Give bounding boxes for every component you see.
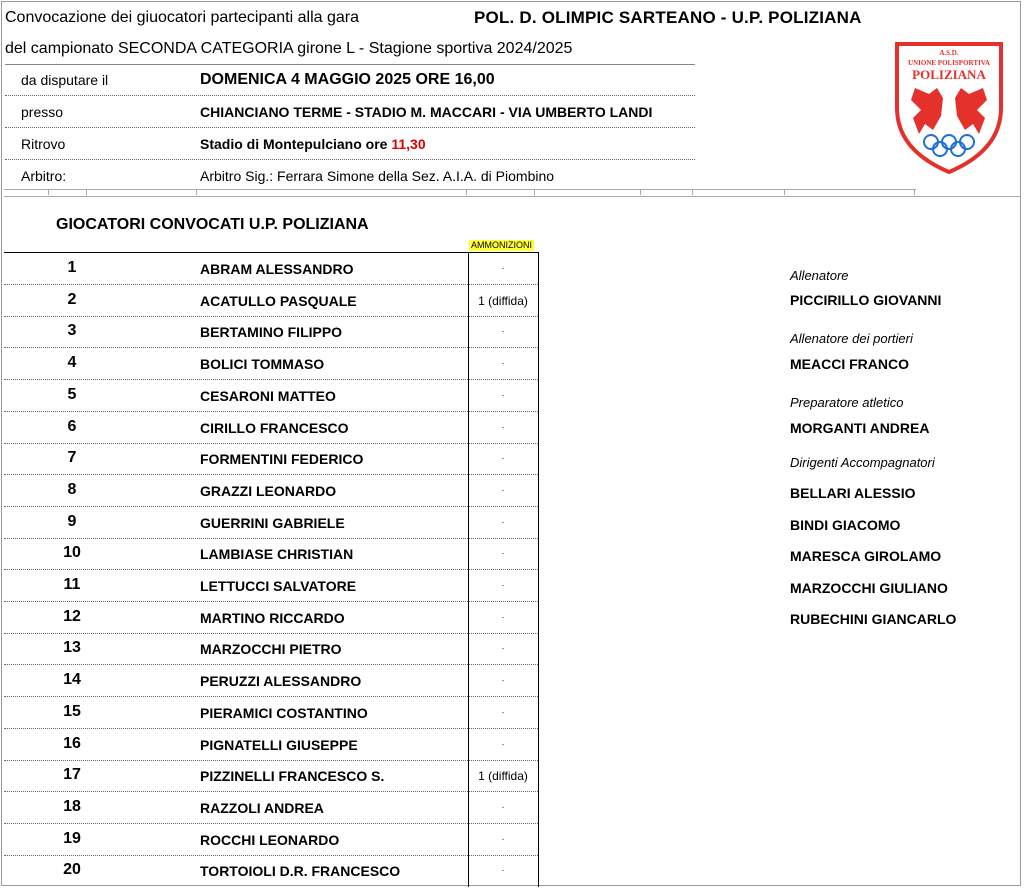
player-number: 8 (67, 480, 77, 498)
manager-name: MARESCA GIROLAMO (790, 548, 942, 564)
player-number: 1 (67, 259, 77, 276)
player-number: 10 (63, 544, 81, 562)
player-number: 17 (63, 766, 81, 784)
player-number: 2 (67, 290, 77, 308)
player-number: 16 (63, 734, 81, 752)
player-row (4, 348, 538, 380)
club-logo (893, 38, 1005, 174)
header-divider (5, 159, 695, 160)
player-name: CIRILLO FRANCESCO (200, 419, 349, 436)
player-row (4, 760, 538, 792)
player-name: BERTAMINO FILIPPO (200, 324, 343, 341)
player-ammonizioni: . (501, 578, 505, 588)
player-name: ACATULLO PASQUALE (200, 292, 357, 309)
player-ammonizioni: . (501, 831, 505, 842)
player-name: LAMBIASE CHRISTIAN (200, 546, 354, 563)
player-number: 15 (63, 702, 81, 720)
trainer-name: MORGANTI ANDREA (790, 420, 930, 436)
intro-line-1: Convocazione dei giuocatori partecipanti alla gara (5, 9, 359, 26)
player-ammonizioni: . (501, 324, 505, 335)
player-row (4, 285, 538, 317)
player-ammonizioni: . (501, 419, 505, 430)
player-number: 6 (67, 417, 77, 435)
logo-text-name: POLIZIANA (912, 67, 986, 82)
player-row (4, 729, 538, 761)
player-row (4, 602, 538, 634)
date-label: da disputare il (21, 72, 109, 88)
manager-name: BELLARI ALESSIO (790, 485, 916, 501)
meeting-value: Stadio di Montepulciano ore 11,30 (200, 136, 426, 152)
players-title: GIOCATORI CONVOCATI U.P. POLIZIANA (56, 216, 369, 233)
player-ammonizioni: . (501, 451, 505, 462)
player-name: PIZZINELLI FRANCESCO S. (200, 768, 385, 785)
shield-icon (893, 38, 1005, 174)
logo-text-asd: A.S.D. (939, 49, 959, 57)
player-row (4, 443, 538, 475)
player-row (4, 570, 538, 602)
player-row (4, 475, 538, 507)
grid-tick (640, 189, 641, 195)
player-name: PERUZZI ALESSANDRO (200, 673, 362, 690)
player-name: CESARONI MATTEO (200, 387, 336, 404)
player-ammonizioni: . (501, 546, 505, 557)
player-name: GRAZZI LEONARDO (200, 482, 337, 499)
trainer-label: Preparatore atletico (790, 395, 904, 410)
player-row (4, 792, 538, 824)
section-rule (4, 196, 1020, 197)
player-ammonizioni: . (501, 863, 505, 874)
player-row (4, 665, 538, 697)
player-row (4, 253, 538, 285)
player-name: GUERRINI GABRIELE (200, 514, 345, 531)
player-number: 13 (63, 639, 81, 657)
player-name: LETTUCCI SALVATORE (200, 578, 357, 594)
referee-label: Arbitro: (21, 168, 67, 184)
player-number: 4 (67, 354, 77, 372)
player-name: RAZZOLI ANDREA (200, 799, 324, 816)
header-bottom-rule (4, 189, 916, 190)
grid-tick (86, 189, 87, 195)
player-number: 9 (67, 512, 77, 530)
player-row (4, 633, 538, 665)
player-name: TORTOIOLI D.R. FRANCESCO (200, 863, 401, 880)
player-ammonizioni: . (501, 261, 505, 271)
player-row (4, 507, 538, 539)
header-divider (5, 95, 695, 96)
venue-label: presso (21, 104, 64, 120)
player-number: 7 (67, 449, 77, 467)
player-row (4, 380, 538, 412)
date-value: DOMENICA 4 MAGGIO 2025 ORE 16,00 (200, 71, 495, 88)
goalkeeper-coach-name: MEACCI FRANCO (790, 356, 909, 372)
player-ammonizioni: . (501, 736, 505, 747)
grid-tick (466, 189, 467, 195)
grid-tick (534, 189, 535, 195)
coach-label: Allenatore (790, 268, 849, 283)
player-row (4, 316, 538, 348)
grid-tick (48, 189, 49, 195)
meeting-time: 11,30 (391, 136, 426, 152)
match-title: POL. D. OLIMPIC SARTEANO - U.P. POLIZIANA (474, 8, 862, 27)
player-row (4, 824, 538, 856)
meeting-label: Ritrovo (21, 136, 66, 152)
player-row (4, 855, 538, 887)
player-name: PIERAMICI COSTANTINO (200, 704, 368, 721)
player-number: 14 (63, 671, 81, 689)
venue-value: CHIANCIANO TERME - STADIO M. MACCARI - VIA UMBERTO LANDI (200, 104, 653, 120)
player-number: 20 (63, 861, 81, 879)
player-row (4, 412, 538, 444)
player-name: PIGNATELLI GIUSEPPE (200, 736, 358, 753)
manager-name: RUBECHINI GIANCARLO (790, 611, 957, 627)
player-ammonizioni: 1 (diffida) (478, 293, 528, 308)
intro-line-2: del campionato SECONDA CATEGORIA girone L - Stagione sportiva 2024/2025 (5, 40, 573, 57)
ammonizioni-column-right (538, 252, 539, 887)
grid-tick (914, 189, 915, 195)
player-name: FORMENTINI FEDERICO (200, 451, 364, 468)
player-ammonizioni: . (501, 356, 505, 367)
ammonizioni-header: AMMONIZIONI (471, 240, 532, 250)
coach-name: PICCIRILLO GIOVANNI (790, 292, 942, 308)
header-divider (5, 64, 695, 65)
header-divider (5, 127, 695, 128)
grid-tick (196, 189, 197, 195)
player-name: MARZOCCHI PIETRO (200, 641, 342, 658)
player-name: ABRAM ALESSANDRO (200, 261, 354, 277)
player-ammonizioni: . (501, 641, 505, 652)
player-ammonizioni: . (501, 609, 505, 620)
grid-tick (692, 189, 693, 195)
player-row (4, 538, 538, 570)
player-ammonizioni: . (501, 514, 505, 525)
player-ammonizioni: . (501, 704, 505, 715)
player-ammonizioni: 1 (diffida) (478, 769, 528, 784)
logo-text-union: UNIONE POLISPORTIVA (908, 59, 990, 67)
player-number: 19 (63, 829, 81, 847)
player-name: BOLICI TOMMASO (200, 356, 325, 373)
player-row (4, 697, 538, 729)
managers-label: Dirigenti Accompagnatori (790, 455, 935, 470)
player-name: ROCCHI LEONARDO (200, 831, 340, 848)
player-number: 3 (67, 322, 77, 340)
player-ammonizioni: . (501, 799, 505, 810)
player-ammonizioni: . (501, 673, 505, 684)
grid-tick (784, 189, 785, 195)
player-number: 18 (63, 797, 81, 815)
referee-value: Arbitro Sig.: Ferrara Simone della Sez. A.I.A. di Piombino (200, 168, 555, 184)
player-number: 12 (63, 607, 81, 625)
player-name: MARTINO RICCARDO (200, 609, 345, 626)
goalkeeper-coach-label: Allenatore dei portieri (790, 331, 913, 346)
player-number: 11 (63, 576, 81, 593)
player-ammonizioni: . (501, 482, 505, 493)
player-ammonizioni: . (501, 387, 505, 398)
manager-name: BINDI GIACOMO (790, 517, 901, 533)
manager-name: MARZOCCHI GIULIANO (790, 580, 948, 596)
player-number: 5 (67, 385, 77, 403)
